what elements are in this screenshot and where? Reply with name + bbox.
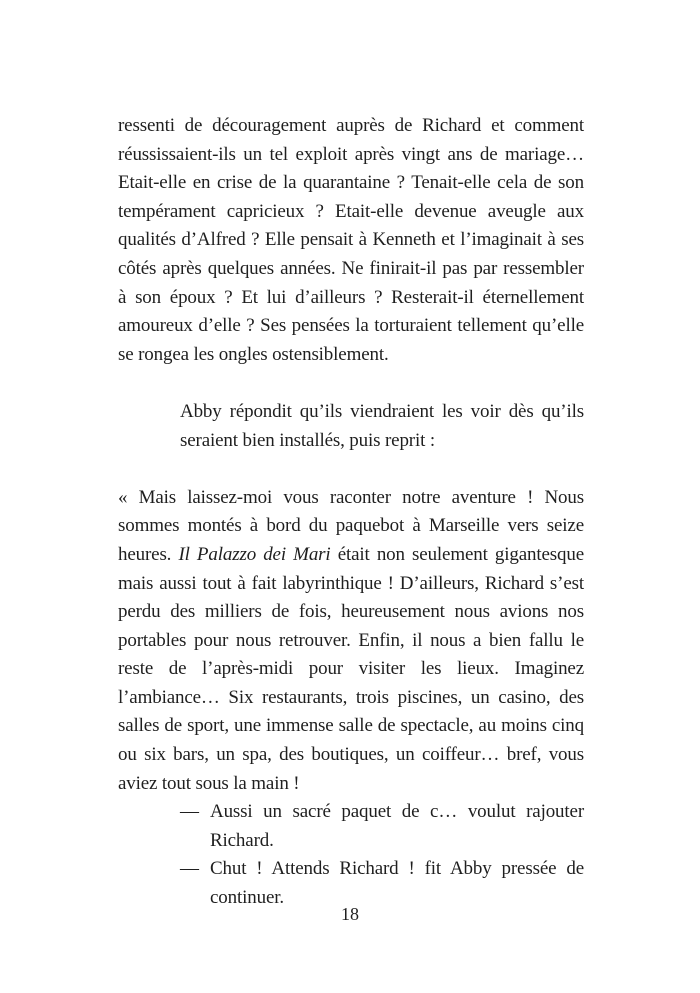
paragraph-narration-1: ressenti de découragement auprès de Richard et comment réussissaient-ils un tel exploit après vingt ans de mariage… Etait-elle en crise de la quarantaine ? Tenait-elle cela de son tempérament capricieux ? Etait-elle devenue aveugle aux qualités d’Alfred ? Elle pensait à Kenneth et l’imaginait à ses côtés après quelques années. Ne finirait-il pas par ressembler à son époux ? Et lui d’ailleurs ? Resterait-il éternellement amoureux d’elle ? Ses pensées la torturaient tellement qu’elle se rongea les ongles ostensiblement. <box>118 115 584 365</box>
dialogue-text-abby: Chut ! Attends Richard ! fit Abby pressée de continuer. <box>210 858 584 909</box>
paragraph-quote-abby <box>118 484 584 799</box>
paragraph-narration-2-indented: Abby répondit qu’ils viendraient les voir dès qu’ils seraient bien installés, puis reprit : <box>180 400 584 451</box>
page-number-label: 18 <box>341 904 359 924</box>
ship-name-italic: Il Palazzo dei Mari <box>178 543 331 565</box>
dialogue-text-richard: Aussi un sacré paquet de c… voulut rajouter Richard. <box>210 801 584 851</box>
quote-text-after-ship-name: était non seulement gigantesque mais aussi tout à fait labyrinthique ! D’ailleurs, Richard s’est perdu des milliers de fois, heureusement nous avions nos portables pour nous retrouver. Enfin, il nous a bien fallu le reste de l’après-midi pour visiter les lieux. Imaginez l’ambiance… Six restaurants, trois piscines, un casino, des salles de sport, une immense salle de spectacle, au moins cinq ou six bars, un spa, des boutiques, un coiffeur… bref, vous aviez tout sous la main ! <box>118 543 584 794</box>
body-text <box>118 112 584 913</box>
dialogue-dash-1: — <box>180 801 199 823</box>
dialogue-dash-2: — <box>180 858 199 880</box>
quote-text-before-ship-name: « Mais laissez-moi vous raconter notre aventure ! Nous sommes montés à bord du paquebot à Marseille vers seize heures. <box>118 486 584 565</box>
dialogue-line-richard <box>180 798 584 855</box>
